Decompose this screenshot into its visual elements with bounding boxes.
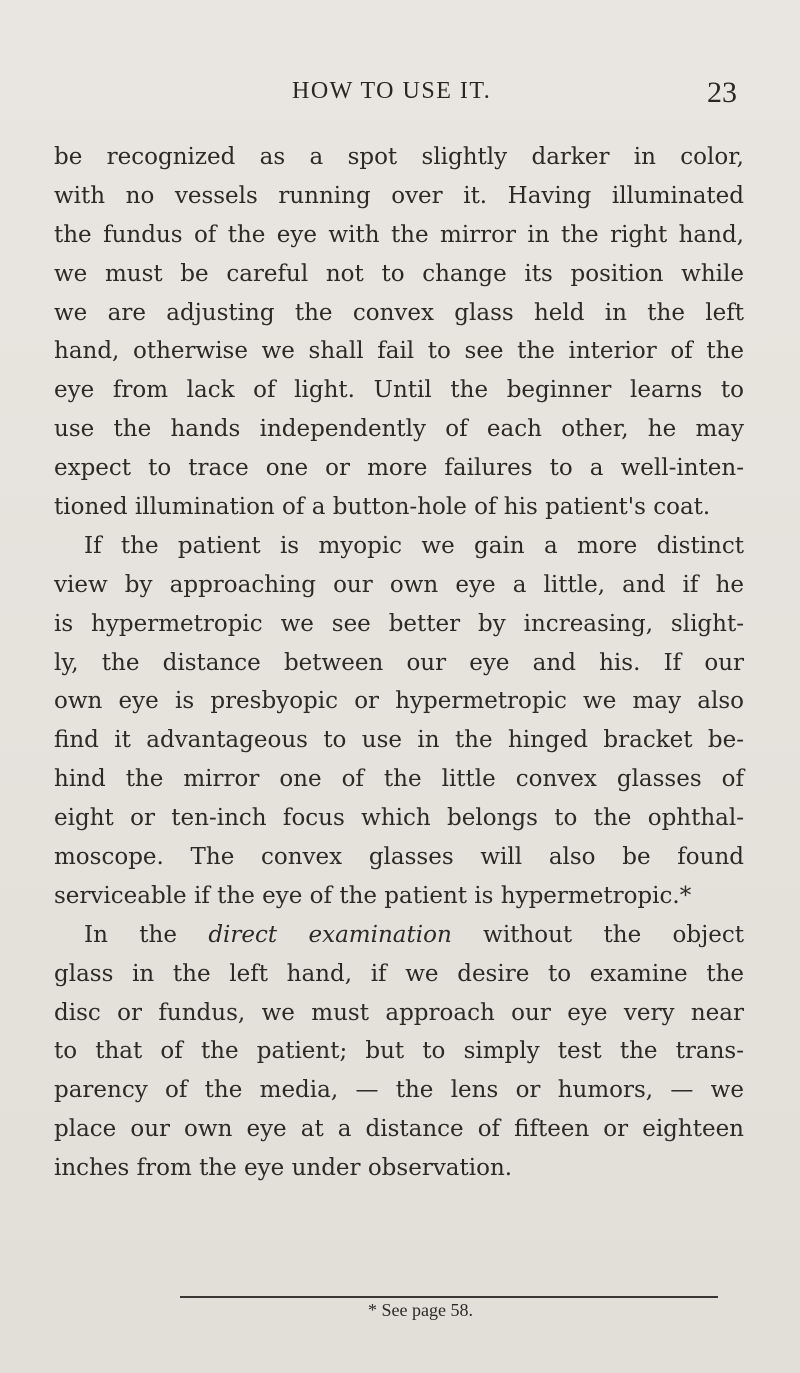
text-line: disc or fundus, we must approach our eye very near	[54, 999, 744, 1026]
text-line: glass in the left hand, if we desire to examine the	[54, 960, 744, 987]
text-line-mixed	[54, 916, 744, 955]
paragraph-3	[54, 916, 744, 1188]
text-line: use the hands independently of each other, he may	[54, 416, 744, 443]
running-head	[0, 78, 800, 118]
footnote: * See page 58.	[368, 1300, 473, 1320]
running-title: HOW TO USE IT.	[292, 78, 492, 104]
text-line: hand, otherwise we shall fail to see the interior of the	[54, 338, 744, 365]
text-line: is hypermetropic we see better by increasing, slight-	[54, 610, 744, 637]
text-line: serviceable if the eye of the patient is hypermetropic.*	[54, 882, 692, 909]
text-line: inches from the eye under observation.	[54, 1155, 513, 1182]
text-line: the fundus of the eye with the mirror in the right hand,	[54, 221, 744, 248]
emphasis-direct-examination: direct examination	[208, 921, 452, 948]
text-line: tioned illumination of a button-hole of his patient's coat.	[54, 494, 711, 521]
text-line: be recognized as a spot slightly darker in color,	[54, 144, 744, 170]
text-line: with no vessels running over it. Having illuminated	[54, 182, 744, 209]
text-line: moscope. The convex glasses will also be found	[54, 844, 744, 871]
text-line: parency of the media, — the lens or humors, — we	[54, 1077, 744, 1104]
text-fragment: In the	[84, 921, 177, 948]
text-line: eight or ten-inch focus which belongs to the ophthal-	[54, 805, 744, 832]
text-line: we must be careful not to change its position while	[54, 260, 744, 287]
text-line: expect to trace one or more failures to a well-inten-	[54, 455, 744, 482]
text-line: view by approaching our own eye a little, and if he	[54, 571, 744, 598]
text-fragment: without the object	[483, 921, 744, 948]
paragraph-2	[54, 527, 744, 916]
text-line: If the patient is myopic we gain a more distinct	[84, 532, 744, 559]
text-line: to that of the patient; but to simply test the trans-	[54, 1038, 744, 1065]
paragraph-1	[54, 138, 744, 527]
text-line: eye from lack of light. Until the beginner learns to	[54, 377, 744, 404]
text-line: find it advantageous to use in the hinged bracket be-	[54, 727, 744, 754]
body-text	[54, 138, 744, 1188]
text-line: own eye is presbyopic or hypermetropic we may also	[54, 688, 744, 715]
text-line: hind the mirror one of the little convex glasses of	[54, 766, 744, 793]
page-number: 23	[707, 76, 737, 109]
text-line: we are adjusting the convex glass held in the left	[54, 299, 744, 326]
text-line: ly, the distance between our eye and his. If our	[54, 649, 744, 676]
text-line: place our own eye at a distance of fifteen or eighteen	[54, 1116, 744, 1143]
footnote-divider	[180, 1296, 718, 1298]
